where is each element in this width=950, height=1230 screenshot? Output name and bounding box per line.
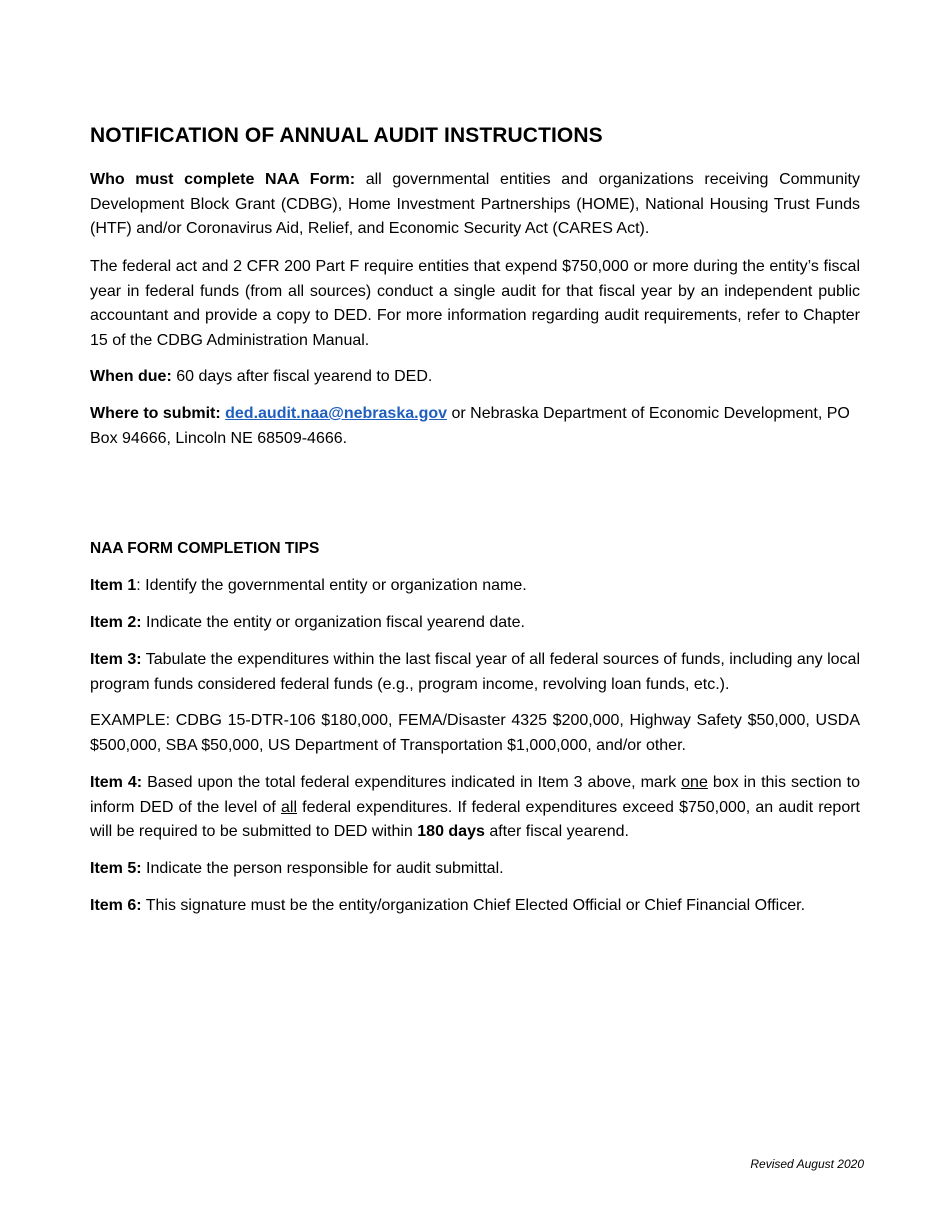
when-text: 60 days after fiscal yearend to DED. <box>171 368 433 385</box>
tips-heading: NAA FORM COMPLETION TIPS <box>90 540 320 557</box>
who-must-complete-paragraph <box>90 168 860 242</box>
item2-paragraph <box>90 611 860 636</box>
who-label: Who must complete NAA Form: <box>90 171 356 188</box>
item4-label: Item 4: <box>90 774 143 791</box>
item3-paragraph <box>90 648 860 697</box>
item4-text-d: after fiscal yearend. <box>484 823 629 840</box>
item4-one: one <box>681 774 708 791</box>
when-due-paragraph <box>90 365 860 390</box>
revision-footer: Revised August 2020 <box>750 1157 864 1171</box>
email-link[interactable]: ded.audit.naa@nebraska.gov <box>225 405 448 422</box>
federal-text: The federal act and 2 CFR 200 Part F require entities that expend $750,000 or more during the entity’s fiscal year in federal funds (from all sources) conduct a single audit for that fiscal year by an independent public accountant and provide a copy to DED. For more information regarding audit requirements, refer to Chapter 15 of the CDBG Administration Manual. <box>90 258 860 349</box>
item2-text: Indicate the entity or organization fiscal yearend date. <box>141 614 525 631</box>
item1-paragraph <box>90 574 860 599</box>
item5-paragraph <box>90 857 860 882</box>
item4-paragraph <box>90 771 860 845</box>
page-title: NOTIFICATION OF ANNUAL AUDIT INSTRUCTIONS <box>90 124 603 147</box>
item4-days: 180 days <box>417 823 485 840</box>
where-to-submit-paragraph <box>90 402 860 451</box>
item4-text-b: box in this section to inform DED of the level of <box>90 774 860 816</box>
item4-all: all <box>280 798 297 816</box>
federal-act-paragraph <box>90 255 860 353</box>
item1-text: : Identify the governmental entity or organization name. <box>136 577 527 594</box>
item5-text: Indicate the person responsible for audit submittal. <box>141 860 504 877</box>
item6-text: This signature must be the entity/organization Chief Elected Official or Chief Financial Officer. <box>141 897 806 914</box>
item3-label: Item 3: <box>90 651 142 668</box>
who-text: all governmental entities and organizations receiving Community Development Block Grant (CDBG), Home Investment Partnerships (HOME), National Housing Trust Funds (HTF) and/or Coronavirus Aid, Relief, and Economic Security Act (CARES Act). <box>90 171 861 237</box>
item1-label: Item 1 <box>90 577 137 594</box>
item6-paragraph <box>90 894 860 919</box>
item4-text-a: Based upon the total federal expenditures indicated in Item 3 above, mark <box>142 774 682 791</box>
item4-text-c: federal expenditures. If federal expenditures exceed $750,000, an audit report will be required to be submitted to DED within <box>90 798 860 840</box>
example-text: EXAMPLE: CDBG 15-DTR-106 $180,000, FEMA/Disaster 4325 $200,000, Highway Safety $50,000, USDA $500,000, SBA $50,000, US Department of Transportation $1,000,000, and/or other. <box>90 712 860 754</box>
when-label: When due: <box>90 368 172 385</box>
tips-heading-block <box>90 537 860 562</box>
example-paragraph <box>90 709 860 758</box>
item2-label: Item 2: <box>90 614 142 631</box>
item3-text: Tabulate the expenditures within the last fiscal year of all federal sources of funds, including any local program funds considered federal funds (e.g., program income, revolving loan funds, etc.). <box>90 651 860 693</box>
where-text: or Nebraska Department of Economic Development, PO Box 94666, Lincoln NE 68509-4666. <box>90 405 850 447</box>
item5-label: Item 5: <box>90 860 142 877</box>
where-label: Where to submit: <box>90 405 221 422</box>
item6-label: Item 6: <box>90 897 142 914</box>
